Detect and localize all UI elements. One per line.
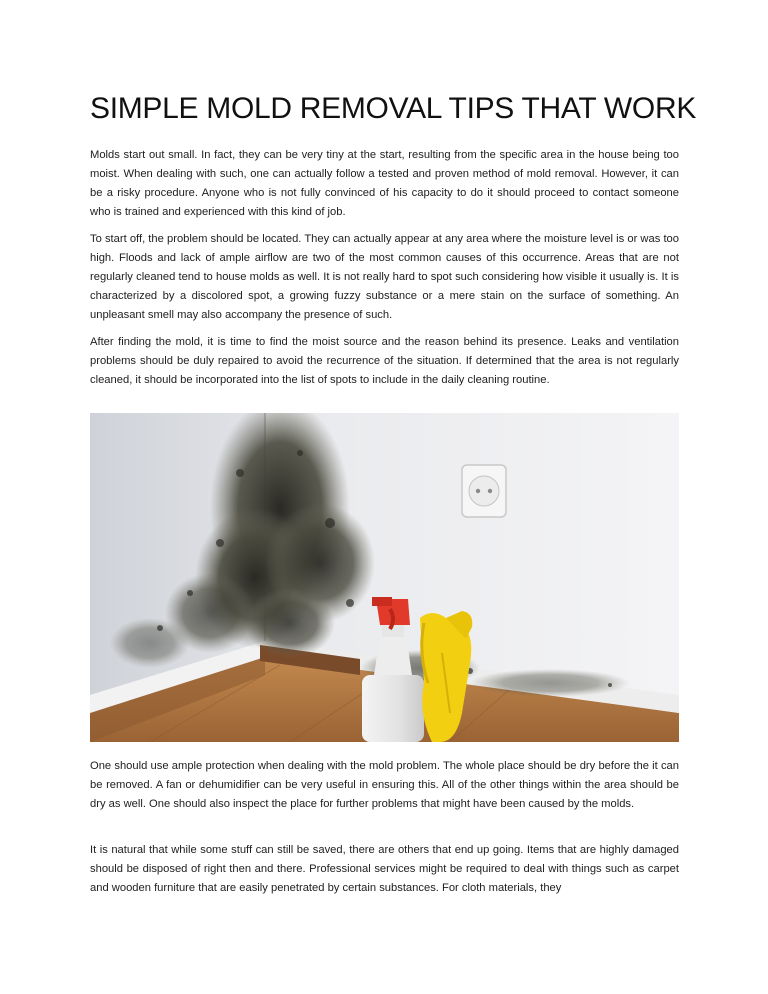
paragraph-protection: One should use ample protection when dealing with the mold problem. The whole place should be dry before the it can be removed. A fan or dehumidifier can be very useful in ensuring this. All of the other things within the area should be dry as well. One should also inspect the place for further problems that might have been caused by the molds. [90,760,679,810]
paragraph-moist-source: After finding the mold, it is time to find the moist source and the reason behind its presence. Leaks and ventilation problems should be duly repaired to avoid the recurrence of the situation. If determined that the area is not regularly cleaned, it should be incorporated into the list of spots to include in the daily cleaning routine. [90,336,679,386]
mold-corner-photo [90,413,679,742]
paragraph-intro: Molds start out small. In fact, they can be very tiny at the start, resulting from the specific area in the house being too moist. When dealing with such, one can actually follow a tested and proven method of mold removal. However, it can be a risky procedure. Anyone who is not fully convinced of his capacity to do it should proceed to contact someone who is trained and experienced with this kind of job. [90,149,679,218]
page-title: SIMPLE MOLD REMOVAL TIPS THAT WORK [90,92,697,125]
paragraph-locate: To start off, the problem should be located. They can actually appear at any area where the moisture level is or was too high. Floods and lack of ample airflow are two of the most common causes of this occurrence. Areas that are not regularly cleaned tend to house molds as well. It is not really hard to spot such considering how visible it usually is. It is characterized by a discolored spot, a growing fuzzy substance or a mere stain on the surface of something. An unpleasant smell may also accompany the presence of such. [90,233,679,321]
paragraph-disposal: It is natural that while some stuff can still be saved, there are others that end up going. Items that are highly damaged should be disposed of right then and there. Professional services might be required to deal with things such as carpet and wooden furniture that are easily penetrated by certain substances. For cloth materials, they [90,844,679,894]
